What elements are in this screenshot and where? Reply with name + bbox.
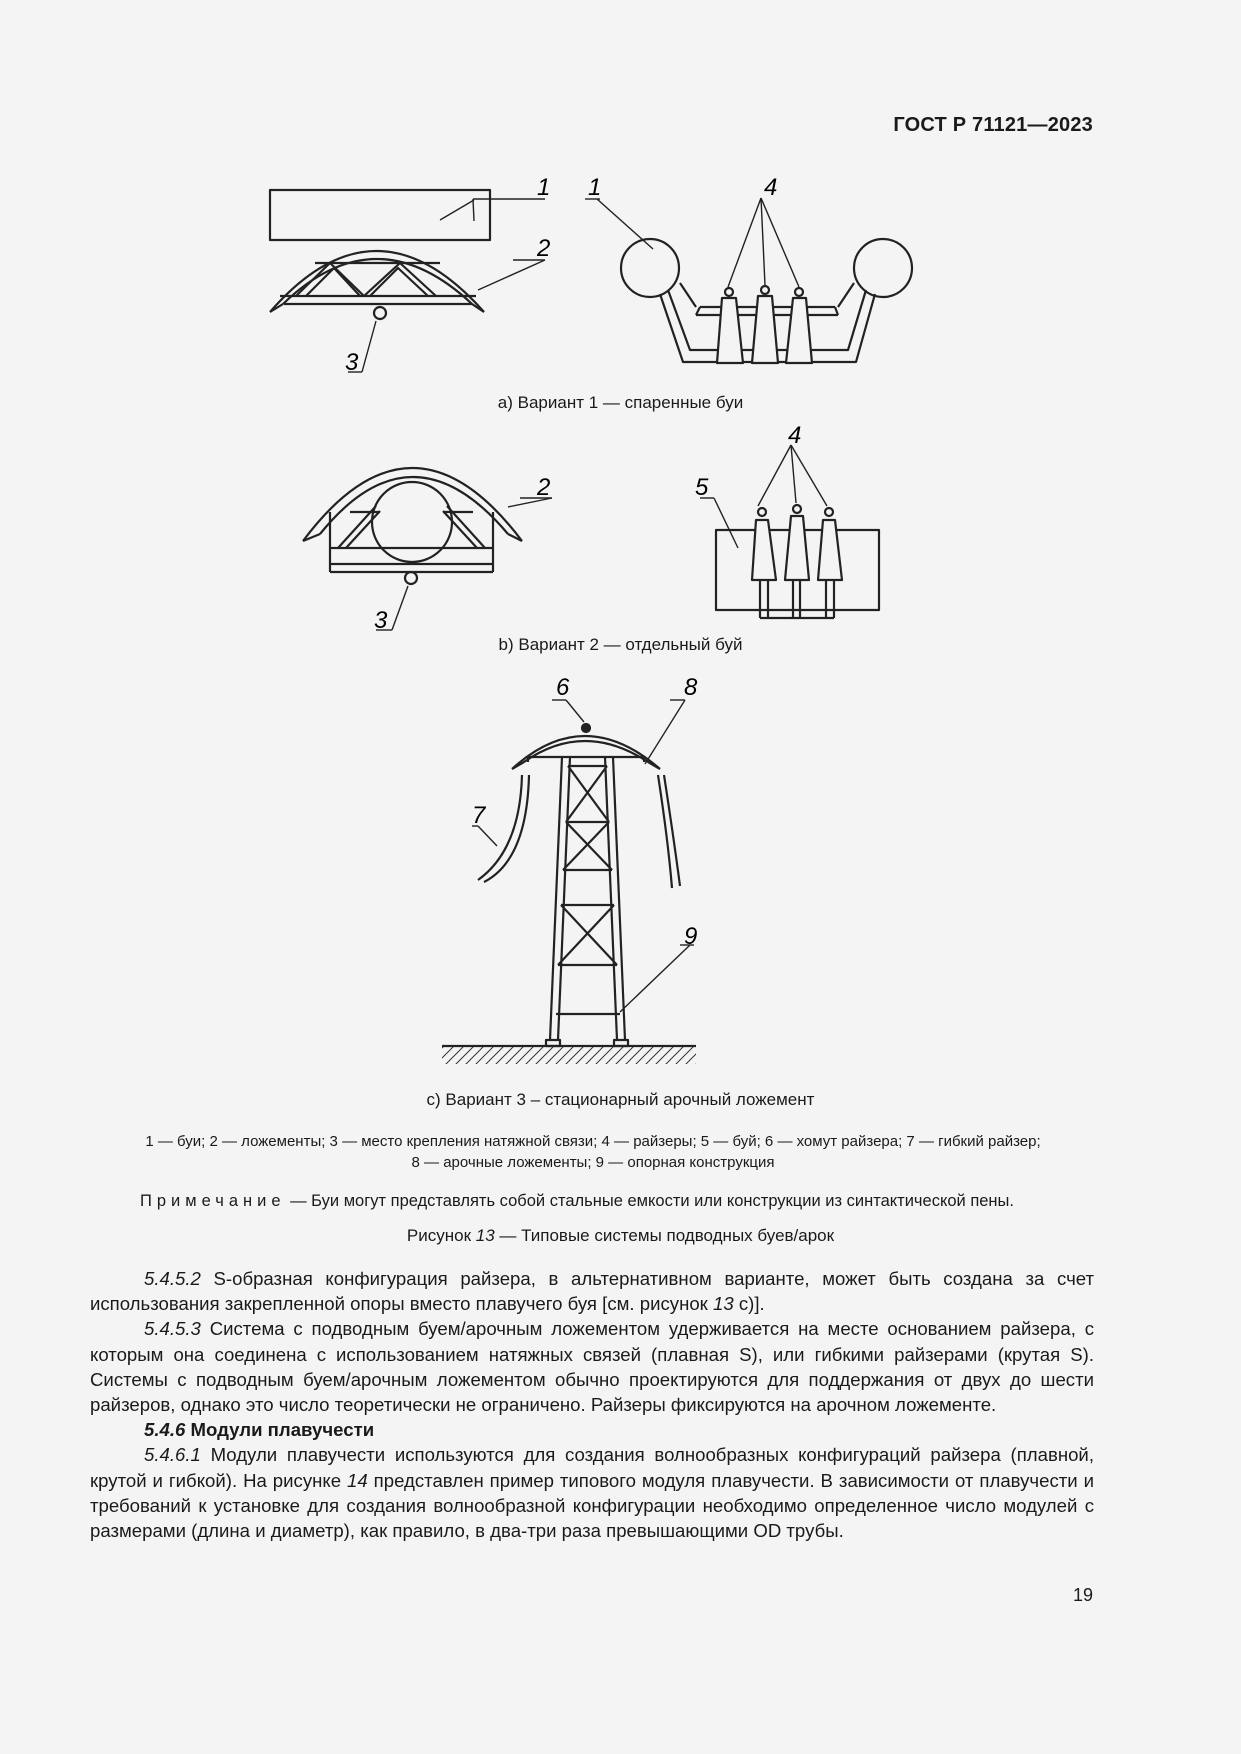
label-3a: 3 [345,349,359,376]
v1-buoy-rectangle [270,190,490,240]
v1-riser-cones [717,286,812,363]
figure-note [140,1192,1014,1211]
label-2a: 2 [537,235,551,262]
figure-legend [90,1131,1096,1173]
paragraph-5-4-5-3: 5.4.5.3 Система с подводным буем/арочным ложементом удерживается на месте основанием райзера, с которым она соединена с использованием натяжных связей (плавная S), или гибкими райзерами (крутая S). Системы с подводным буем/арочным ложементом обычно проектируются для поддержания от двух до шести райзеров, однако это число теоретически не ограничено. Райзеры фиксируются на арочном ложементе. [90,1318,1094,1416]
caption-variant-2: b) Вариант 2 — отдельный буй [498,635,743,654]
figure-number: 13 [475,1226,495,1245]
v2-arch-saddle [303,468,522,572]
v3-support-tower [546,757,628,1046]
v3-arch [512,736,660,769]
label-2b: 2 [537,474,551,501]
paragraph-5-4-5-2: 5.4.5.2 S-образная конфигурация райзера, в альтернативном варианте, может быть создана за счет использования закрепленной опоры вместо плавучего буя [см. рисунок 13 с)]. [90,1268,1094,1315]
paragraph-5-4-6-1: 5.4.6.1 Модули плавучести используются для создания волнообразных конфигураций райзера (плавной, крутой и гибкой). На рисунке 14 представлен пример типового модуля плавучести. В зависимости от плавучести и требований к установке для создания волнообразной конфигурации необходимо определенное число модулей с размерами (длина и диаметр), как правило, в два-три раза превышающими OD трубы. [90,1444,1094,1542]
figure-title: Рисунок 13 — Типовые системы подводных буев/арок [406,1226,835,1245]
document-number: ГОСТ Р 71121—2023 [893,114,1093,136]
label-4b: 4 [788,422,802,449]
label-7: 7 [472,802,486,829]
label-1a: 1 [537,174,551,201]
v1-tether-point [374,307,386,319]
label-8: 8 [684,674,698,701]
v2-single-buoy [372,482,452,562]
caption-variant-1: a) Вариант 1 — спаренные буи [497,393,744,412]
v2-riser-cones [752,505,842,580]
label-3b: 3 [374,607,388,634]
page-number: 19 [1072,1585,1093,1605]
caption-variant-3: с) Вариант 3 – стационарный арочный ложемент [426,1090,815,1109]
note-label: Примечание [140,1192,286,1210]
v1-arch-saddle [270,251,484,312]
v3-riser-clamp [582,724,590,732]
note-text: — Буи могут представлять собой стальные емкости или конструкции из синтактической пены. [285,1192,1014,1210]
label-1b: 1 [588,174,602,201]
v2-tether-point [405,572,417,584]
body-text [90,1266,1094,1543]
legend-line-1: 1 — буи; 2 — ложементы; 3 — место крепления натяжной связи; 4 — райзеры; 5 — буй; 6 — хомут райзера; 7 — гибкий райзер; [145,1133,1041,1150]
legend-line-2: 8 — арочные ложементы; 9 — опорная конструкция [411,1154,775,1171]
label-9: 9 [684,923,698,950]
label-6: 6 [556,674,570,701]
v3-seabed [442,1046,696,1064]
label-4a: 4 [764,174,778,201]
heading-5-4-6: 5.4.6 Модули плавучести [144,1419,375,1441]
label-5: 5 [695,474,709,501]
